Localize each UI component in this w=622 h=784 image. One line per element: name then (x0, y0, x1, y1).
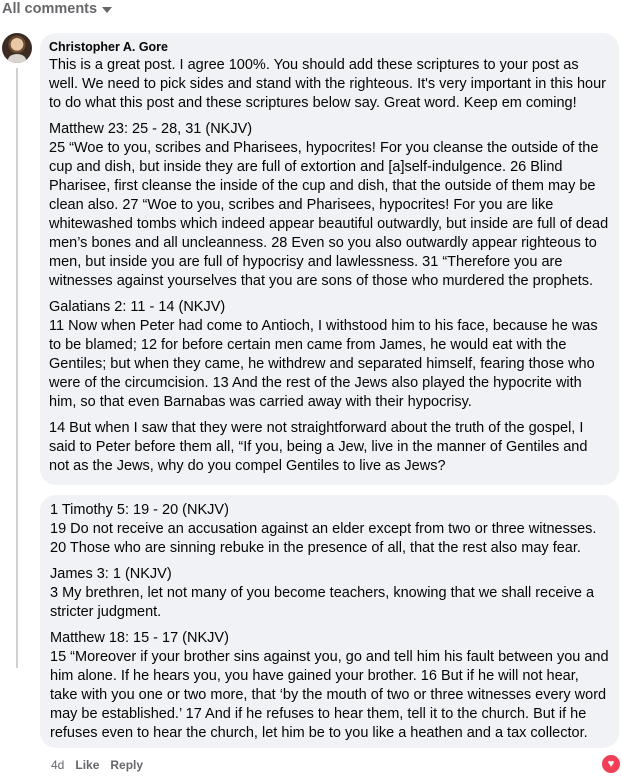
comment-timestamp[interactable]: 4d (51, 758, 65, 772)
comment-paragraph: James 3: 1 (NKJV) 3 My brethren, let not many of you become teachers, knowing that we shall receive a stricter judgment. (50, 566, 595, 620)
comment-paragraph: This is a great post. I agree 100%. You should add these scriptures to your post as well. We need to pick sides and stand with the righteous. It's very important in this hour to do what this post and these scriptures below say. Great word. Keep em coming! (49, 57, 611, 111)
comment-actions (51, 758, 143, 772)
like-button[interactable]: Like (75, 758, 100, 772)
comment-bubble (40, 33, 619, 485)
reply-button[interactable]: Reply (110, 758, 144, 772)
all-comments-label: All comments (2, 1, 98, 17)
comment-paragraph: 1 Timothy 5: 19 - 20 (NKJV) 19 Do not receive an accusation against an elder except from two or three witnesses. 20 Those who are sinning rebuke in the presence of all, that the rest also may fear. (50, 502, 597, 556)
caret-down-icon (102, 7, 112, 13)
love-reaction-icon[interactable]: ♥ (601, 754, 621, 774)
avatar[interactable] (2, 33, 32, 63)
comment-paragraph: Galatians 2: 11 - 14 (NKJV) 11 Now when Peter had come to Antioch, I withstood him to his face, because he was to be blamed; 12 for before certain men came from James, he would eat with the Gentiles; but when they came, he withdrew and separated himself, fearing those who were of the circumcision. 13 And the rest of the Jews also played the hypocrite with him, so that even Barnabas was carried away with their hypocrisy. (49, 299, 598, 410)
thread-line (16, 68, 18, 668)
comment-paragraph: Matthew 23: 25 - 28, 31 (NKJV) 25 “Woe to you, scribes and Pharisees, hypocrites! For you cleanse the outside of the cup and dish, but inside they are full of extortion and [a]self-indulgence. 26 Blind Pharisee, first cleanse the inside of the cup and dish, that the outside of them may be clean also. 27 “Woe to you, scribes and Pharisees, hypocrites! For you are like whitewashed tombs which indeed appear beautiful outwardly, but inside are full of dead men’s bones and all uncleanness. 28 Even so you also outwardly appear righteous to men, but inside you are full of hypocrisy and lawlessness. 31 “Therefore you are witnesses against yourselves that you are sons of those who murdered the prophets. (49, 121, 609, 289)
comment-author[interactable]: Christopher A. Gore (49, 40, 168, 54)
comment-continuation-bubble (40, 495, 619, 748)
comment-paragraph: Matthew 18: 15 - 17 (NKJV) 15 “Moreover if your brother sins against you, go and tell him his fault between you and him alone. If he hears you, you have gained your brother. 16 But if he will not hear, take with you one or two more, that ‘by the mouth of two or three witnesses every word may be established.’ 17 And if he refuses to hear them, tell it to the church. But if he refuses even to hear the church, let him be to you like a heathen and a tax collector. (50, 630, 609, 741)
all-comments-dropdown[interactable] (2, 1, 112, 17)
comment-paragraph: 14 But when I saw that they were not straightforward about the truth of the gospel, I said to Peter before them all, “If you, being a Jew, live in the manner of Gentiles and not as the Jews, why do you compel Gentiles to live as Jews? (49, 420, 592, 474)
